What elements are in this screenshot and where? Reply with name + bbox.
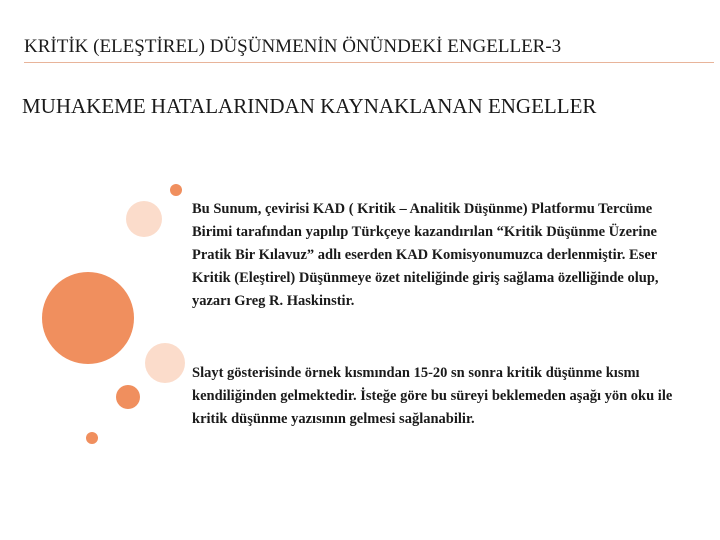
dot-circle-small-bottom — [86, 432, 98, 444]
body-paragraph-instructions: Slayt gösterisinde örnek kısmından 15-20 sn sonra kritik düşünme kısmı kendiliğinden gelmektedir. İsteğe göre bu süreyi beklemeden aşağı yön oku ile kritik düşünme yazısının gelmesi sağlanabilir. — [192, 365, 673, 427]
circle-light-middle — [145, 343, 185, 383]
slide-title: KRİTİK (ELEŞTİREL) DÜŞÜNMENİN ÖNÜNDEKİ ENGELLER-3 — [24, 36, 562, 57]
title-divider — [24, 62, 714, 63]
circle-large-orange — [42, 272, 134, 364]
circle-light-upper — [126, 201, 162, 237]
circle-small-orange — [116, 385, 140, 409]
body-paragraph-intro: Bu Sunum, çevirisi KAD ( Kritik – Analitik Düşünme) Platformu Tercüme Birimi tarafından yapılıp Türkçeye kazandırılan “Kritik Düşünme Üzerine Pratik Bir Kılavuz” adlı eserden KAD Komisyonumuzca derlenmiştir. Eser Kritik (Eleştirel) Düşünmeye özet niteliğinde giriş sağlama özelliğinde olup, yazarı Greg R. Haskinstir. — [192, 201, 659, 309]
slide-subtitle: MUHAKEME HATALARINDAN KAYNAKLANAN ENGELLER — [22, 94, 597, 118]
dot-circle-small-top — [170, 184, 182, 196]
